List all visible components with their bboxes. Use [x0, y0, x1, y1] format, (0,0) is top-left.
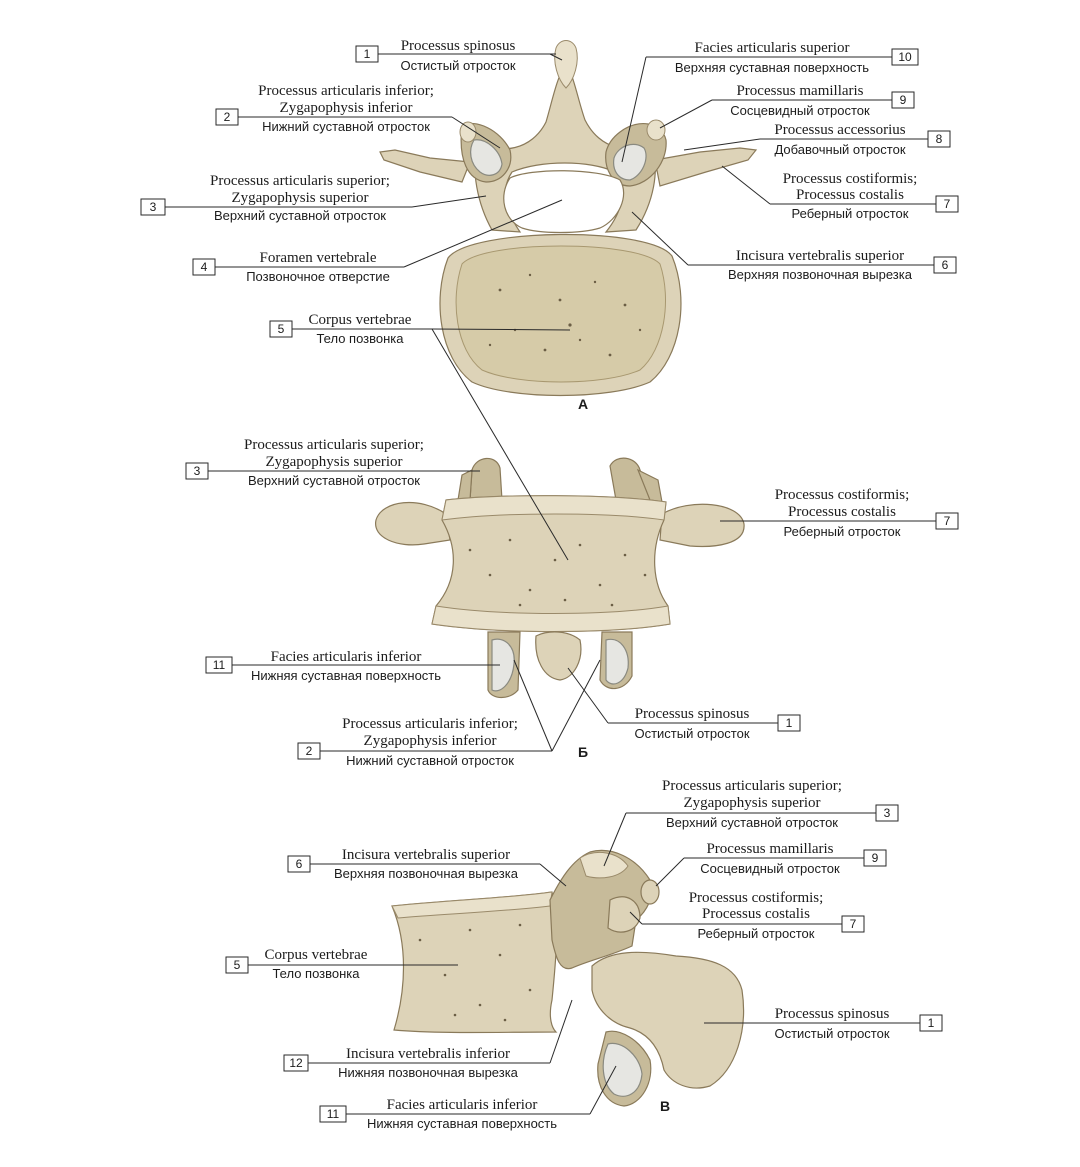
label-russian: Сосцевидный отросток [730, 103, 870, 118]
label-latin: Zygapophysis inferior [279, 100, 413, 116]
label-latin: Incisura vertebralis superior [735, 248, 905, 264]
label-latin: Processus costalis [796, 187, 904, 203]
view-label-c: В [660, 1098, 671, 1114]
label-a1-processus-spinosus [356, 38, 562, 73]
label-latin: Processus accessorius [774, 122, 906, 138]
label-number: 2 [223, 110, 231, 124]
label-russian: Добавочный отросток [774, 142, 906, 157]
view-label-a: А [578, 396, 589, 412]
label-latin: Processus spinosus [634, 706, 750, 722]
label-number: 6 [941, 258, 949, 272]
label-latin: Processus spinosus [774, 1006, 890, 1022]
label-b7-processus-costiformis [720, 487, 958, 539]
label-number: 7 [943, 514, 951, 528]
label-russian: Нижний суставной отросток [262, 119, 430, 134]
label-russian: Остистый отросток [774, 1026, 890, 1041]
label-russian: Остистый отросток [400, 58, 516, 73]
label-latin: Incisura vertebralis superior [341, 847, 511, 863]
label-number: 3 [193, 464, 201, 478]
label-latin: Processus costiformis; [688, 890, 824, 906]
label-number: 11 [326, 1107, 340, 1121]
label-russian: Тело позвонка [316, 331, 404, 346]
label-latin: Processus costiformis; [782, 171, 918, 187]
label-latin: Processus mamillaris [736, 83, 864, 99]
label-number: 11 [212, 658, 226, 672]
label-number: 10 [898, 50, 912, 64]
label-russian: Нижняя суставная поверхность [250, 668, 442, 683]
label-russian: Нижняя позвоночная вырезка [338, 1065, 518, 1080]
label-latin: Corpus vertebrae [264, 947, 368, 963]
label-number: 12 [289, 1056, 303, 1070]
label-latin: Processus articularis superior; [210, 173, 390, 189]
view-label-b: Б [578, 744, 589, 760]
label-number: 7 [943, 197, 951, 211]
view-b-illustration [376, 458, 745, 697]
label-russian: Верхний суставной отросток [666, 815, 838, 830]
label-latin: Zygapophysis superior [231, 190, 369, 206]
label-a6-incisura-vertebralis-superior [632, 212, 956, 282]
label-number: 5 [277, 322, 285, 336]
label-russian: Верхняя суставная поверхность [674, 60, 870, 75]
label-number: 1 [927, 1016, 935, 1030]
label-c7-processus-costiformis [630, 890, 864, 941]
label-number: 1 [785, 716, 793, 730]
label-number: 3 [883, 806, 891, 820]
label-russian: Реберный отросток [783, 524, 901, 539]
label-latin: Zygapophysis superior [265, 454, 403, 470]
label-number: 5 [233, 958, 241, 972]
label-latin: Processus costiformis; [774, 487, 910, 503]
label-b3-processus-articularis-superior [186, 437, 480, 488]
label-latin: Facies articularis inferior [270, 649, 422, 665]
label-latin: Processus articularis inferior; [342, 716, 518, 732]
label-c9-processus-mamillaris [656, 841, 886, 886]
label-number: 2 [305, 744, 313, 758]
label-number: 1 [363, 47, 371, 61]
label-russian: Сосцевидный отросток [700, 861, 840, 876]
label-russian: Верхний суставной отросток [248, 473, 420, 488]
label-russian: Верхняя позвоночная вырезка [728, 267, 912, 282]
label-c6-incisura-vertebralis-superior [288, 847, 566, 886]
label-a2-processus-articularis-inferior [216, 83, 500, 148]
label-russian: Остистый отросток [634, 726, 750, 741]
label-latin: Zygapophysis inferior [363, 733, 497, 749]
label-latin: Processus articularis superior; [662, 778, 842, 794]
label-russian: Реберный отросток [791, 206, 909, 221]
label-russian: Верхняя позвоночная вырезка [334, 866, 518, 881]
label-a7-processus-costiformis [722, 166, 958, 221]
view-a-illustration [380, 41, 756, 396]
label-number: 4 [200, 260, 208, 274]
label-latin: Processus costalis [702, 906, 810, 922]
label-a3-processus-articularis-superior [141, 173, 486, 223]
label-russian: Позвоночное отверстие [246, 269, 390, 284]
label-russian: Верхний суставной отросток [214, 208, 386, 223]
label-number: 6 [295, 857, 303, 871]
label-russian: Нижняя суставная поверхность [366, 1116, 558, 1131]
label-russian: Нижний суставной отросток [346, 753, 514, 768]
label-number: 9 [899, 93, 907, 107]
label-latin: Processus costalis [788, 504, 896, 520]
label-latin: Processus spinosus [400, 38, 516, 54]
label-number: 9 [871, 851, 879, 865]
label-latin: Foramen vertebrale [259, 250, 377, 266]
label-russian: Тело позвонка [272, 966, 360, 981]
label-latin: Processus articularis inferior; [258, 83, 434, 99]
label-latin: Processus mamillaris [706, 841, 834, 857]
label-latin: Zygapophysis superior [683, 795, 821, 811]
label-latin: Facies articularis inferior [386, 1097, 538, 1113]
label-b11-facies-articularis-inferior [206, 649, 500, 683]
label-latin: Corpus vertebrae [308, 312, 412, 328]
label-russian: Реберный отросток [697, 926, 815, 941]
label-number: 8 [935, 132, 943, 146]
label-number: 3 [149, 200, 157, 214]
label-latin: Facies articularis superior [694, 40, 850, 56]
label-number: 7 [849, 917, 857, 931]
label-latin: Incisura vertebralis inferior [345, 1046, 511, 1062]
label-latin: Processus articularis superior; [244, 437, 424, 453]
